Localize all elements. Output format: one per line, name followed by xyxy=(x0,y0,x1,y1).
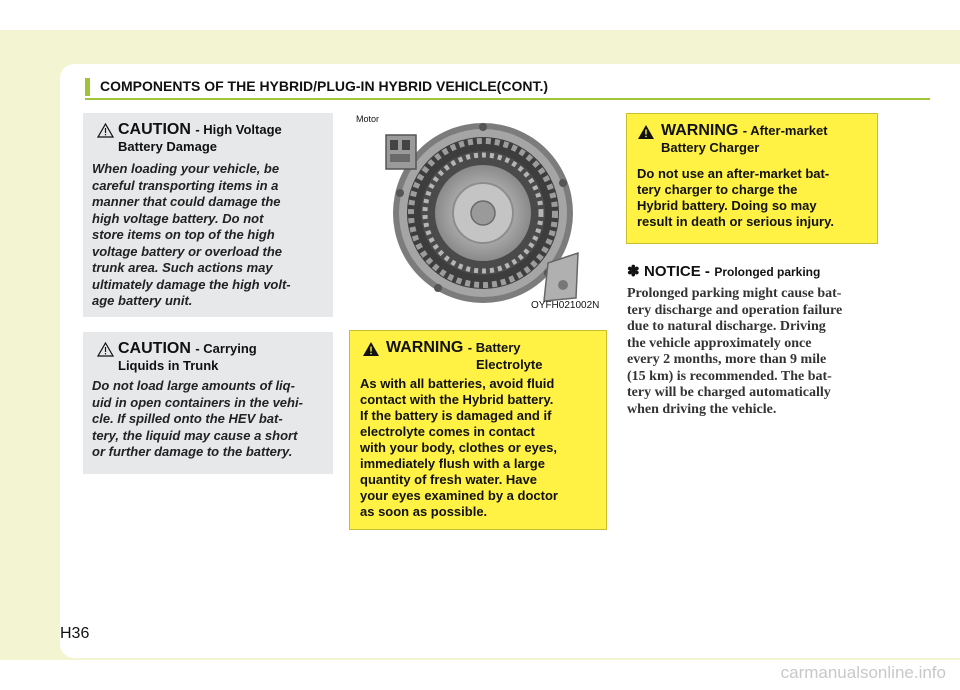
text-line: ultimately damage the high volt- xyxy=(92,276,291,292)
text-line: tery discharge and operation failure xyxy=(627,302,843,318)
caution-label: CAUTION xyxy=(118,121,191,138)
text-line: your eyes examined by a doctor xyxy=(360,488,558,503)
warning-subtitle-line2: Electrolyte xyxy=(476,357,543,372)
text-line: tery will be charged automatically xyxy=(627,385,831,400)
warning-body-text xyxy=(637,166,869,230)
warning-label: WARNING xyxy=(661,122,739,139)
notice-symbol-icon: ✽ xyxy=(627,263,640,280)
text-line: Hybrid battery. Doing so may xyxy=(637,198,817,213)
warning-triangle-icon xyxy=(637,124,655,140)
text-line: cle. If spilled onto the HEV bat- xyxy=(92,411,283,426)
caution-label: CAUTION xyxy=(118,340,191,357)
warning-body-text xyxy=(360,376,598,520)
notice-label: NOTICE - xyxy=(644,263,710,280)
motor-illustration xyxy=(348,113,606,317)
caution-subtitle-line2: Liquids in Trunk xyxy=(118,358,219,373)
text-line: When loading your vehicle, be xyxy=(92,161,280,176)
text-line: when driving the vehicle. xyxy=(627,401,777,417)
section-rule xyxy=(85,98,930,100)
caution-body-text xyxy=(92,161,324,310)
text-line: tery charger to charge the xyxy=(637,182,798,197)
text-line: as soon as possible. xyxy=(360,504,488,519)
caution-body-text xyxy=(92,378,324,461)
figure-label: Motor xyxy=(356,114,380,124)
notice-heading xyxy=(627,262,820,281)
text-line: immediately flush with a large xyxy=(360,456,545,471)
page-number: H36 xyxy=(60,625,90,642)
text-line: If the battery is damaged and if xyxy=(360,408,552,423)
caution-triangle-icon xyxy=(97,123,114,138)
motor-figure xyxy=(348,113,606,317)
warning-triangle-icon xyxy=(362,341,380,357)
section-marker xyxy=(85,78,90,96)
text-line: Do not load large amounts of liq- xyxy=(92,378,295,393)
warning-label: WARNING xyxy=(386,339,464,356)
figure-code: OYFH021002N xyxy=(531,300,600,311)
text-line: Prolonged parking might cause bat- xyxy=(627,286,842,301)
text-line: trunk area. Such actions may xyxy=(92,260,273,275)
text-line: or further damage to the battery. xyxy=(92,444,293,459)
text-line: result in death or serious injury. xyxy=(637,214,834,229)
text-line: voltage battery or overload the xyxy=(92,243,282,259)
notice-body-text xyxy=(627,286,881,418)
warning-charger-box xyxy=(626,113,878,244)
text-line: age battery unit. xyxy=(92,293,193,308)
warning-electrolyte-box xyxy=(349,330,607,530)
text-line: Do not use an after-market bat- xyxy=(637,166,830,181)
notice-subtitle: Prolonged parking xyxy=(714,265,821,279)
warning-subtitle-line2: Battery Charger xyxy=(661,140,760,155)
text-line: (15 km) is recommended. The bat- xyxy=(627,368,832,384)
section-title: COMPONENTS OF THE HYBRID/PLUG-IN HYBRID VEHICLE(CONT.) xyxy=(100,78,549,94)
caution-subtitle: - High Voltage xyxy=(195,122,282,137)
caution-subtitle-line2: Battery Damage xyxy=(118,139,217,154)
text-line: manner that could damage the xyxy=(92,194,281,209)
text-line: with your body, clothes or eyes, xyxy=(360,440,557,455)
text-line: careful transporting items in a xyxy=(92,177,279,193)
watermark: carmanualsonline.info xyxy=(780,663,946,682)
text-line: tery, the liquid may cause a short xyxy=(92,427,298,443)
caution-triangle-icon xyxy=(97,342,114,357)
text-line: every 2 months, more than 9 mile xyxy=(627,352,827,367)
caution-high-voltage-box xyxy=(83,113,333,317)
text-line: electrolyte comes in contact xyxy=(360,424,535,439)
text-line: uid in open containers in the vehi- xyxy=(92,394,303,410)
caution-subtitle: - Carrying xyxy=(195,341,257,356)
warning-subtitle: - Battery xyxy=(467,340,521,355)
text-line: store items on top of the high xyxy=(92,227,275,242)
text-line: the vehicle approximately once xyxy=(627,335,812,351)
text-line: quantity of fresh water. Have xyxy=(360,472,537,487)
warning-subtitle: - After-market xyxy=(742,123,828,138)
text-line: due to natural discharge. Driving xyxy=(627,319,826,334)
text-line: contact with the Hybrid battery. xyxy=(360,392,554,407)
text-line: high voltage battery. Do not xyxy=(92,210,264,226)
caution-liquids-box xyxy=(83,332,333,474)
text-line: As with all batteries, avoid fluid xyxy=(360,376,555,391)
